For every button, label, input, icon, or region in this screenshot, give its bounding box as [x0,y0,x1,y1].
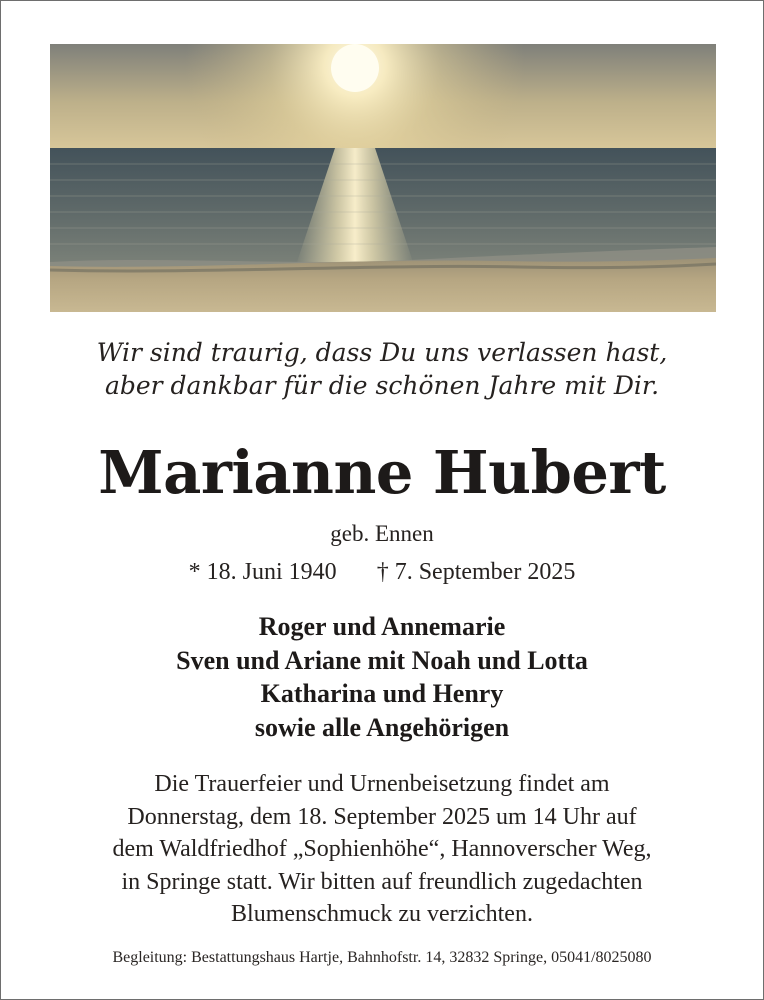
birth-name: geb. Ennen [330,521,434,546]
motto-line-1: Wir sind traurig, dass Du uns verlassen hast, [96,338,668,367]
funeral-home-footer: Begleitung: Bestattungshaus Hartje, Bahnhofstr. 14, 32832 Springe, 05041/8025080 [112,949,652,966]
memorial-motto [0,336,764,402]
mourner-line: sowie alle Angehörigen [254,712,510,742]
mourner-line: Sven und Ariane mit Noah und Lotta [176,645,588,675]
notice-line: dem Waldfriedhof „Sophienhöhe“, Hannoverscher Weg, [112,836,652,862]
birth-date: * 18. Juni 1940 [188,559,337,585]
service-notice [0,768,764,931]
life-dates [0,557,764,587]
sunset-sea-photo [50,44,716,312]
mourner-line: Katharina und Henry [260,679,504,708]
notice-line: in Springe statt. Wir bitten auf freundlich zugedachten [121,868,643,895]
mourners-list [0,610,764,744]
mourner-line: Roger und Annemarie [258,612,506,641]
motto-line-2: aber dankbar für die schönen Jahre mit Dir. [104,371,660,400]
notice-line: Blumenschmuck zu verzichten. [231,901,533,927]
notice-line: Die Trauerfeier und Urnenbeisetzung findet am [154,771,610,797]
death-date: † 7. September 2025 [376,559,576,585]
sunset-sea-image [50,44,716,312]
deceased-name: Marianne Hubert [98,438,666,507]
notice-line: Donnerstag, dem 18. September 2025 um 14 Uhr auf [127,803,637,830]
